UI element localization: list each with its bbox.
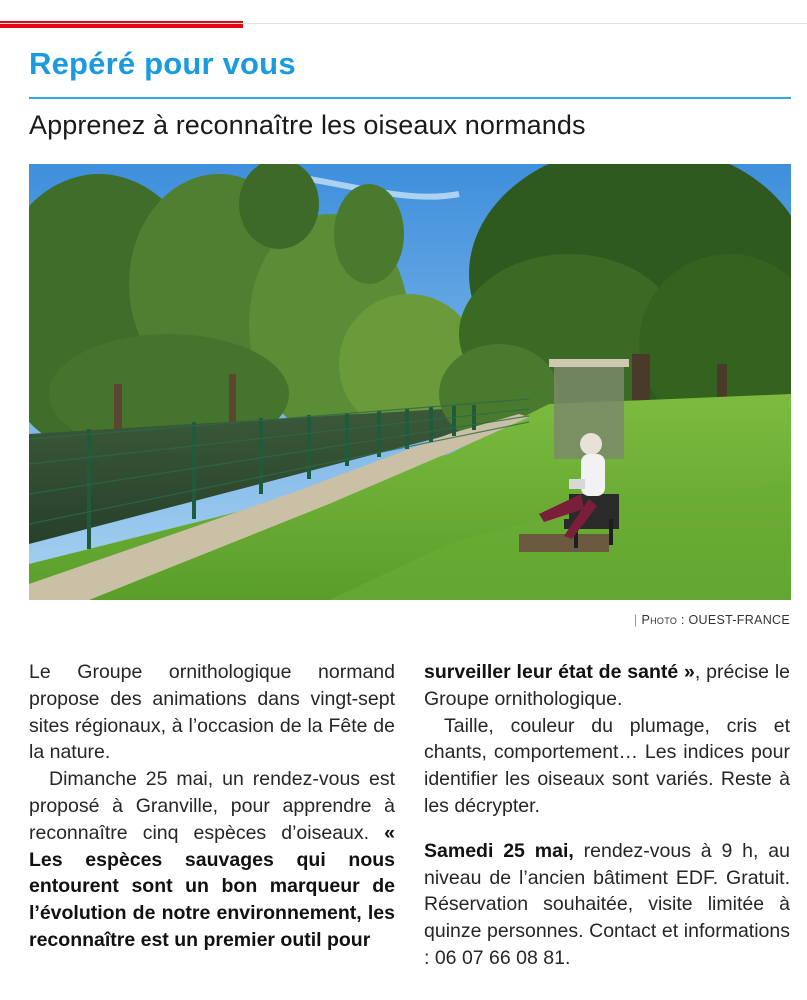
top-divider [0,23,807,24]
photo-credit [634,613,790,627]
article-paragraph-3: Taille, couleur du plumage, cris et chants, comportement… Les indices pour identifier les oiseaux sont variés. Reste à les décrypter. [424,714,790,817]
practical-info-date: Samedi 25 mai, [424,839,574,862]
paragraph-2-text: Dimanche 25 mai, un rendez-vous est proposé à Granville, pour apprendre à reconnaître cinq espèces d’oiseaux. [29,768,395,844]
paragraph-2-outro-continued: , précise le Groupe ornithologique. [424,661,790,710]
article-paragraph-2-continued [424,659,790,713]
credit-separator: | [633,613,638,627]
article-column-left [29,659,395,954]
rubric-divider [29,97,791,99]
article-paragraph-2-intro [29,766,395,954]
quote-text: « Les espèces sauvages qui nous entourent sont un bon marqueur de l’évolution de notre environnement, les reconnaître est un premier outil pour [29,821,395,951]
quote-text-continued: surveiller leur état de santé » [424,661,695,683]
article-paragraph-1: Le Groupe ornithologique normand propose des animations dans vingt-sept sites régionaux, à l’occasion de la Fête de la nature. [29,661,395,764]
article-column-right [424,659,790,972]
credit-prefix: Photo : [641,613,685,627]
practical-info [424,838,790,972]
article-photo [29,164,791,600]
credit-source: OUEST-FRANCE [688,613,790,627]
rubric-title: Repéré pour vous [29,46,296,81]
article-headline: Apprenez à reconnaître les oiseaux normands [29,110,586,140]
practical-info-text: rendez-vous à 9 h, au niveau de l’ancien bâtiment EDF. Gratuit. Réservation souhaitée, visite limitée à quinze personnes. Contact et informations : 06 07 66 08 81. [424,839,790,969]
